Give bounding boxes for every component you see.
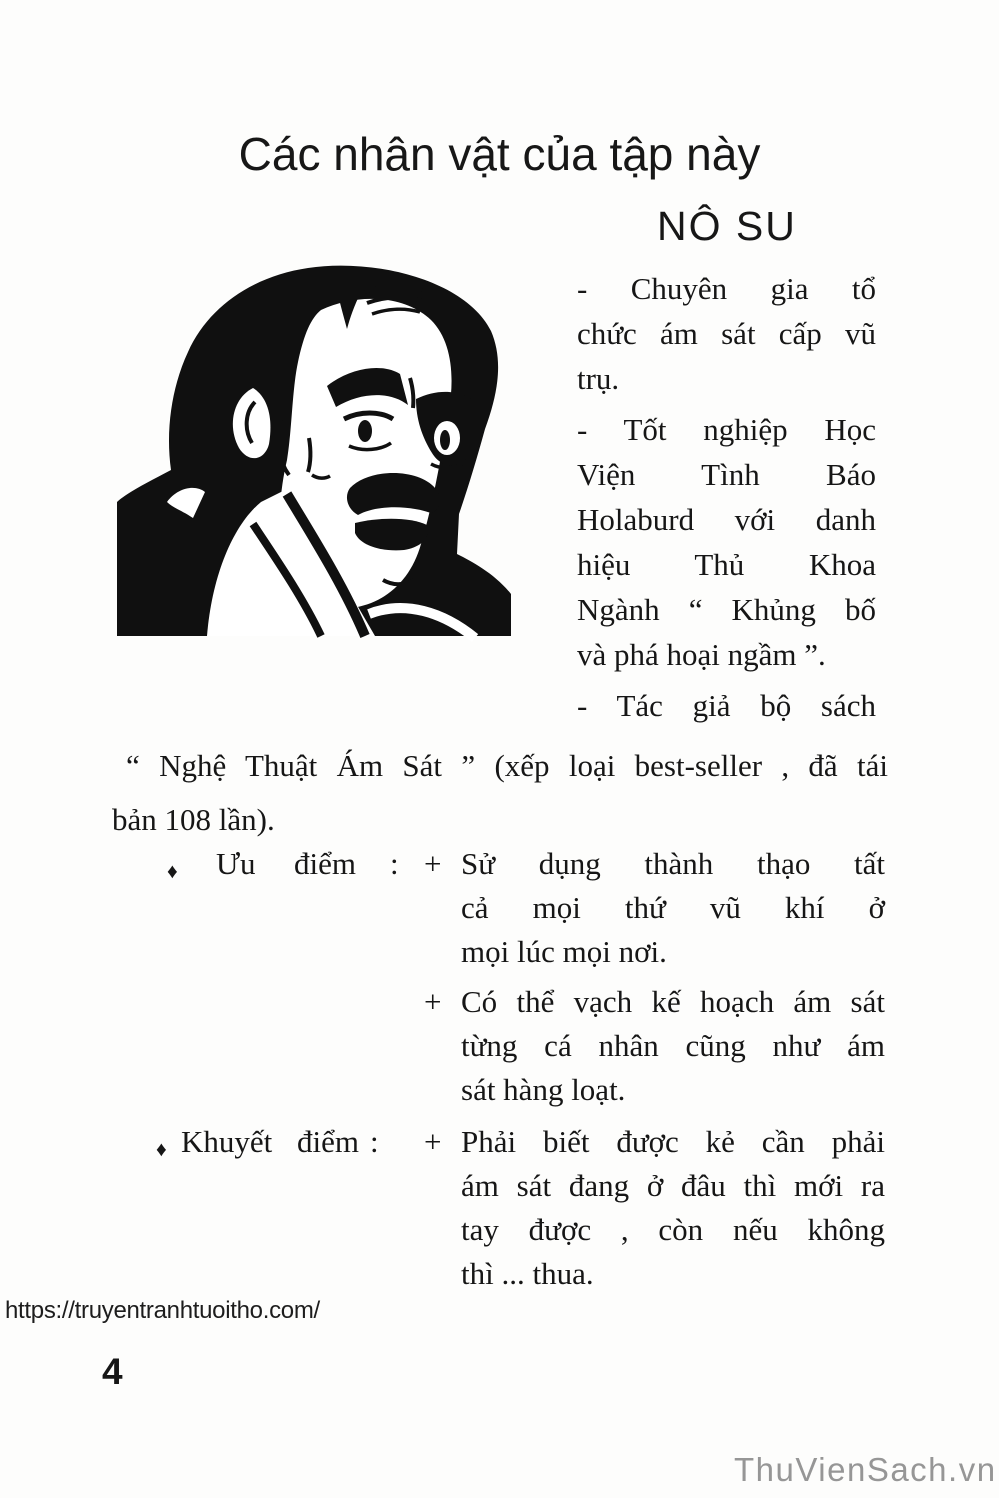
text-line: chức ám sát cấp vũ <box>577 316 876 351</box>
text-line: Viện Tình Báo <box>577 457 876 492</box>
text-line: Có thể vạch kế hoạch ám sát <box>461 984 885 1019</box>
text-line: sát hàng loạt. <box>461 1072 626 1107</box>
strengths-label: Ưu điểm <box>216 846 356 881</box>
text-line: “ Nghệ Thuật Ám Sát ” (xếp loại best-seller , đã tái <box>126 748 888 783</box>
text-line: Holaburd với danh <box>577 502 876 537</box>
page-title: Các nhân vật của tập này <box>238 128 761 180</box>
text-line: Ngành “ Khủng bố <box>577 592 876 627</box>
portrait-drawing <box>113 262 518 647</box>
text-line: cả mọi thứ vũ khí ở <box>461 890 885 925</box>
page-number: 4 <box>102 1351 123 1392</box>
colon-separator: : <box>370 1124 379 1159</box>
strength-item <box>461 842 885 974</box>
text-line: Phải biết được kẻ cần phải <box>461 1124 885 1159</box>
plus-marker: + <box>424 1124 442 1159</box>
watermark: ThuVienSach.vn <box>734 1451 997 1488</box>
bio-item-education <box>577 407 876 677</box>
colon-separator: : <box>390 846 399 881</box>
strength-item <box>461 980 885 1112</box>
diamond-bullet-icon: ♦ <box>156 1137 167 1161</box>
plus-marker: + <box>424 984 442 1019</box>
text-line: thì ... thua. <box>461 1256 594 1291</box>
bio-column <box>577 266 876 734</box>
text-line: Sử dụng thành thạo tất <box>461 846 885 881</box>
text-line: - Tốt nghiệp Học <box>577 412 876 447</box>
text-line: - Chuyên gia tổ <box>577 271 876 306</box>
character-name: NÔ SU <box>657 203 797 249</box>
text-line: tay được , còn nếu không <box>461 1212 885 1247</box>
text-line: và phá hoại ngầm ”. <box>577 637 826 672</box>
text-line: trụ. <box>577 361 620 396</box>
source-url: https://truyentranhtuoitho.com/ <box>5 1297 320 1324</box>
weakness-item <box>461 1120 885 1296</box>
text-line: hiệu Thủ Khoa <box>577 547 876 582</box>
text-line: từng cá nhân cũng như ám <box>461 1028 885 1063</box>
text-line: bản 108 lần). <box>112 802 275 837</box>
weaknesses-label: Khuyết điểm <box>181 1124 359 1159</box>
bio-item-specialty <box>577 266 876 401</box>
character-portrait-illustration <box>113 262 518 647</box>
diamond-bullet-icon: ♦ <box>167 859 178 883</box>
text-line: - Tác giả bộ sách <box>577 688 876 723</box>
text-line: mọi lúc mọi nơi. <box>461 934 667 969</box>
bio-item-author <box>577 683 876 728</box>
text-line: ám sát đang ở đâu thì mới ra <box>461 1168 885 1203</box>
bio-continuation <box>112 739 888 847</box>
plus-marker: + <box>424 846 442 881</box>
